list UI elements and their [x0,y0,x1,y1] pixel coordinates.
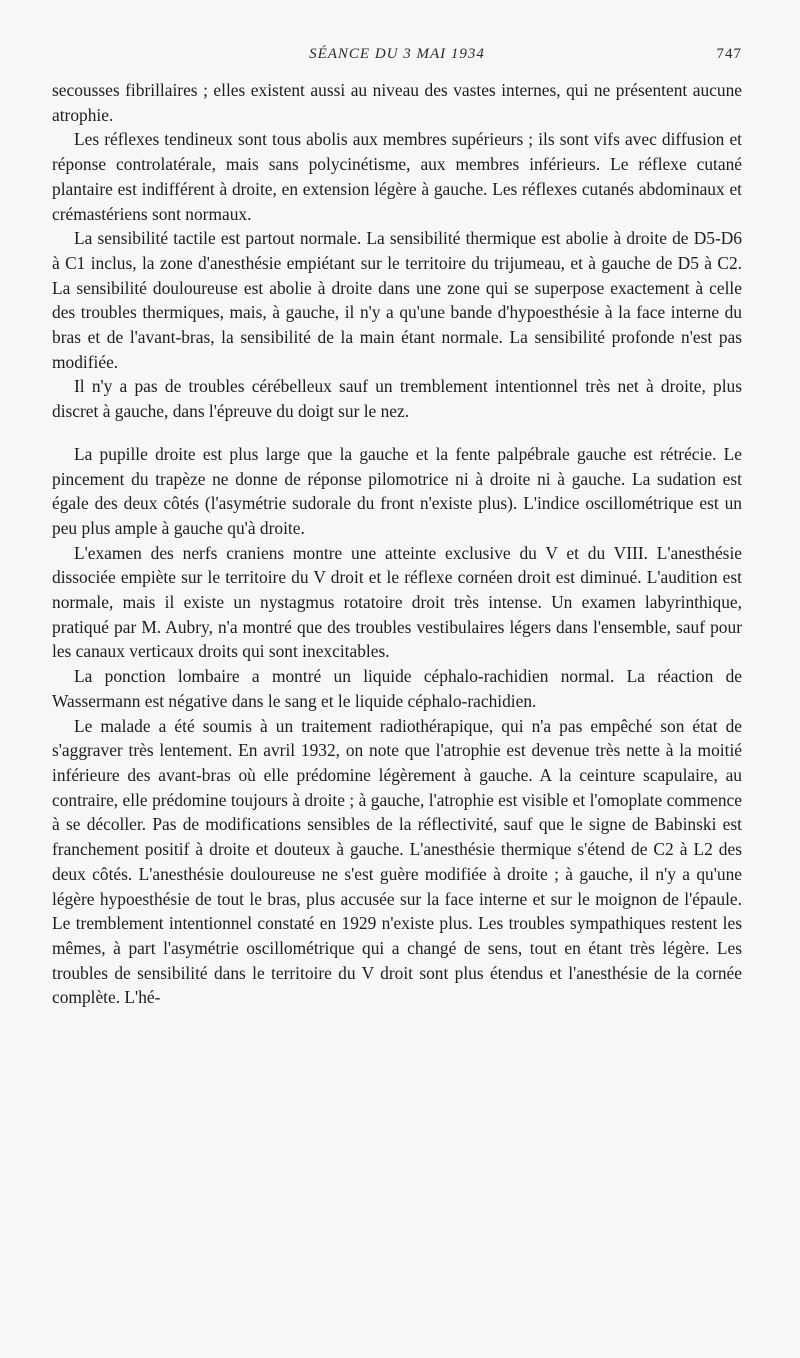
paragraph-continued: secousses fibrillaires ; elles existent aussi au niveau des vastes internes, qui ne présentent aucune atrophie. [52,80,742,125]
paragraph-lumbar-puncture: La ponction lombaire a montré un liquide céphalo-rachidien normal. La réaction de Wassermann est négative dans le sang et le liquide céphalo-rachidien. [52,666,742,711]
paragraph-evolution: Le malade a été soumis à un traitement radiothérapique, qui n'a pas empêché son état de s'aggraver très lentement. En avril 1932, on note que l'atrophie est devenue très nette à la moitié inférieure des avant-bras où elle prédomine légèrement à gauche. A la ceinture scapulaire, au contraire, elle prédomine toujours à droite ; à gauche, l'atrophie est visible et l'omoplate commence à se décoller. Pas de modifications sensibles de la réflectivité, sauf que le signe de Babinski est franchement positif à droite et douteux à gauche. L'anesthésie thermique s'étend de C2 à L2 des deux côtés. L'anesthésie douloureuse ne s'est guère modifiée à droite ; à gauche, il n'y a qu'une légère hypoesthésie de tout le bras, plus accusée sur la face interne et sur le moignon de l'épaule. Le tremblement intentionnel constaté en 1929 n'existe plus. Les troubles sympathiques restent les mêmes, à part l'asymétrie oscillométrique qui a changé de sens, tout en étant très légère. Les troubles de sensibilité dans le territoire du V droit sont plus étendus et l'anesthésie de la cornée complète. L'hé- [52,715,742,1008]
paragraph-cranial-nerves: L'examen des nerfs craniens montre une atteinte exclusive du V et du VIII. L'anesthésie dissociée empiète sur le territoire du V droit et le réflexe cornéen droit est diminué. L'audition est normale, mais il existe un nystagmus rotatoire droit très intense. Un examen labyrinthique, pratiqué par M. Aubry, n'a montré que des troubles vestibulaires légers dans l'ensemble, sauf pour les canaux verticaux droits qui sont inexcitables. [52,542,742,662]
page-number: 747 [716,46,742,62]
paragraph-cerebellar: Il n'y a pas de troubles cérébelleux sauf un tremblement intentionnel très net à droite, plus discret à gauche, dans l'épreuve du doigt sur le nez. [52,376,742,422]
document-page [52,46,742,1010]
running-head [52,46,742,78]
running-head-title: SÉANCE DU 3 MAI 1934 [309,46,485,62]
body-text [52,78,742,1010]
paragraph-sensibility: La sensibilité tactile est partout normale. La sensibilité thermique est abolie à droite de D5-D6 à C1 inclus, la zone d'anesthésie empiétant sur le territoire du trijumeau, et à gauche de D5 à C2. La sensibilité douloureuse est abolie à droite dans une zone qui se superpose exactement à celle des troubles thermiques, mais, à gauche, il n'y a qu'une bande d'hypoesthésie à la face interne du bras et de l'avant-bras, la sensibilité de la main étant normale. La sensibilité profonde n'est pas modifiée. [52,228,742,372]
paragraph-reflexes: Les réflexes tendineux sont tous abolis aux membres supérieurs ; ils sont vifs avec diffusion et réponse controlatérale, mais sans polycinétisme, aux membres inférieurs. Le réflexe cutané plantaire est indifférent à droite, en extension légère à gauche. Les réflexes cutanés abdominaux et crémastériens sont normaux. [52,129,742,224]
paragraph-pupil: La pupille droite est plus large que la gauche et la fente palpébrale gauche est rétrécie. Le pincement du trapèze ne donne de réponse pilomotrice ni à droite ni à gauche. La sudation est égale des deux côtés (l'asymétrie sudorale du front n'existe plus). L'indice oscillométrique est un peu plus ample à gauche qu'à droite. [52,443,742,538]
